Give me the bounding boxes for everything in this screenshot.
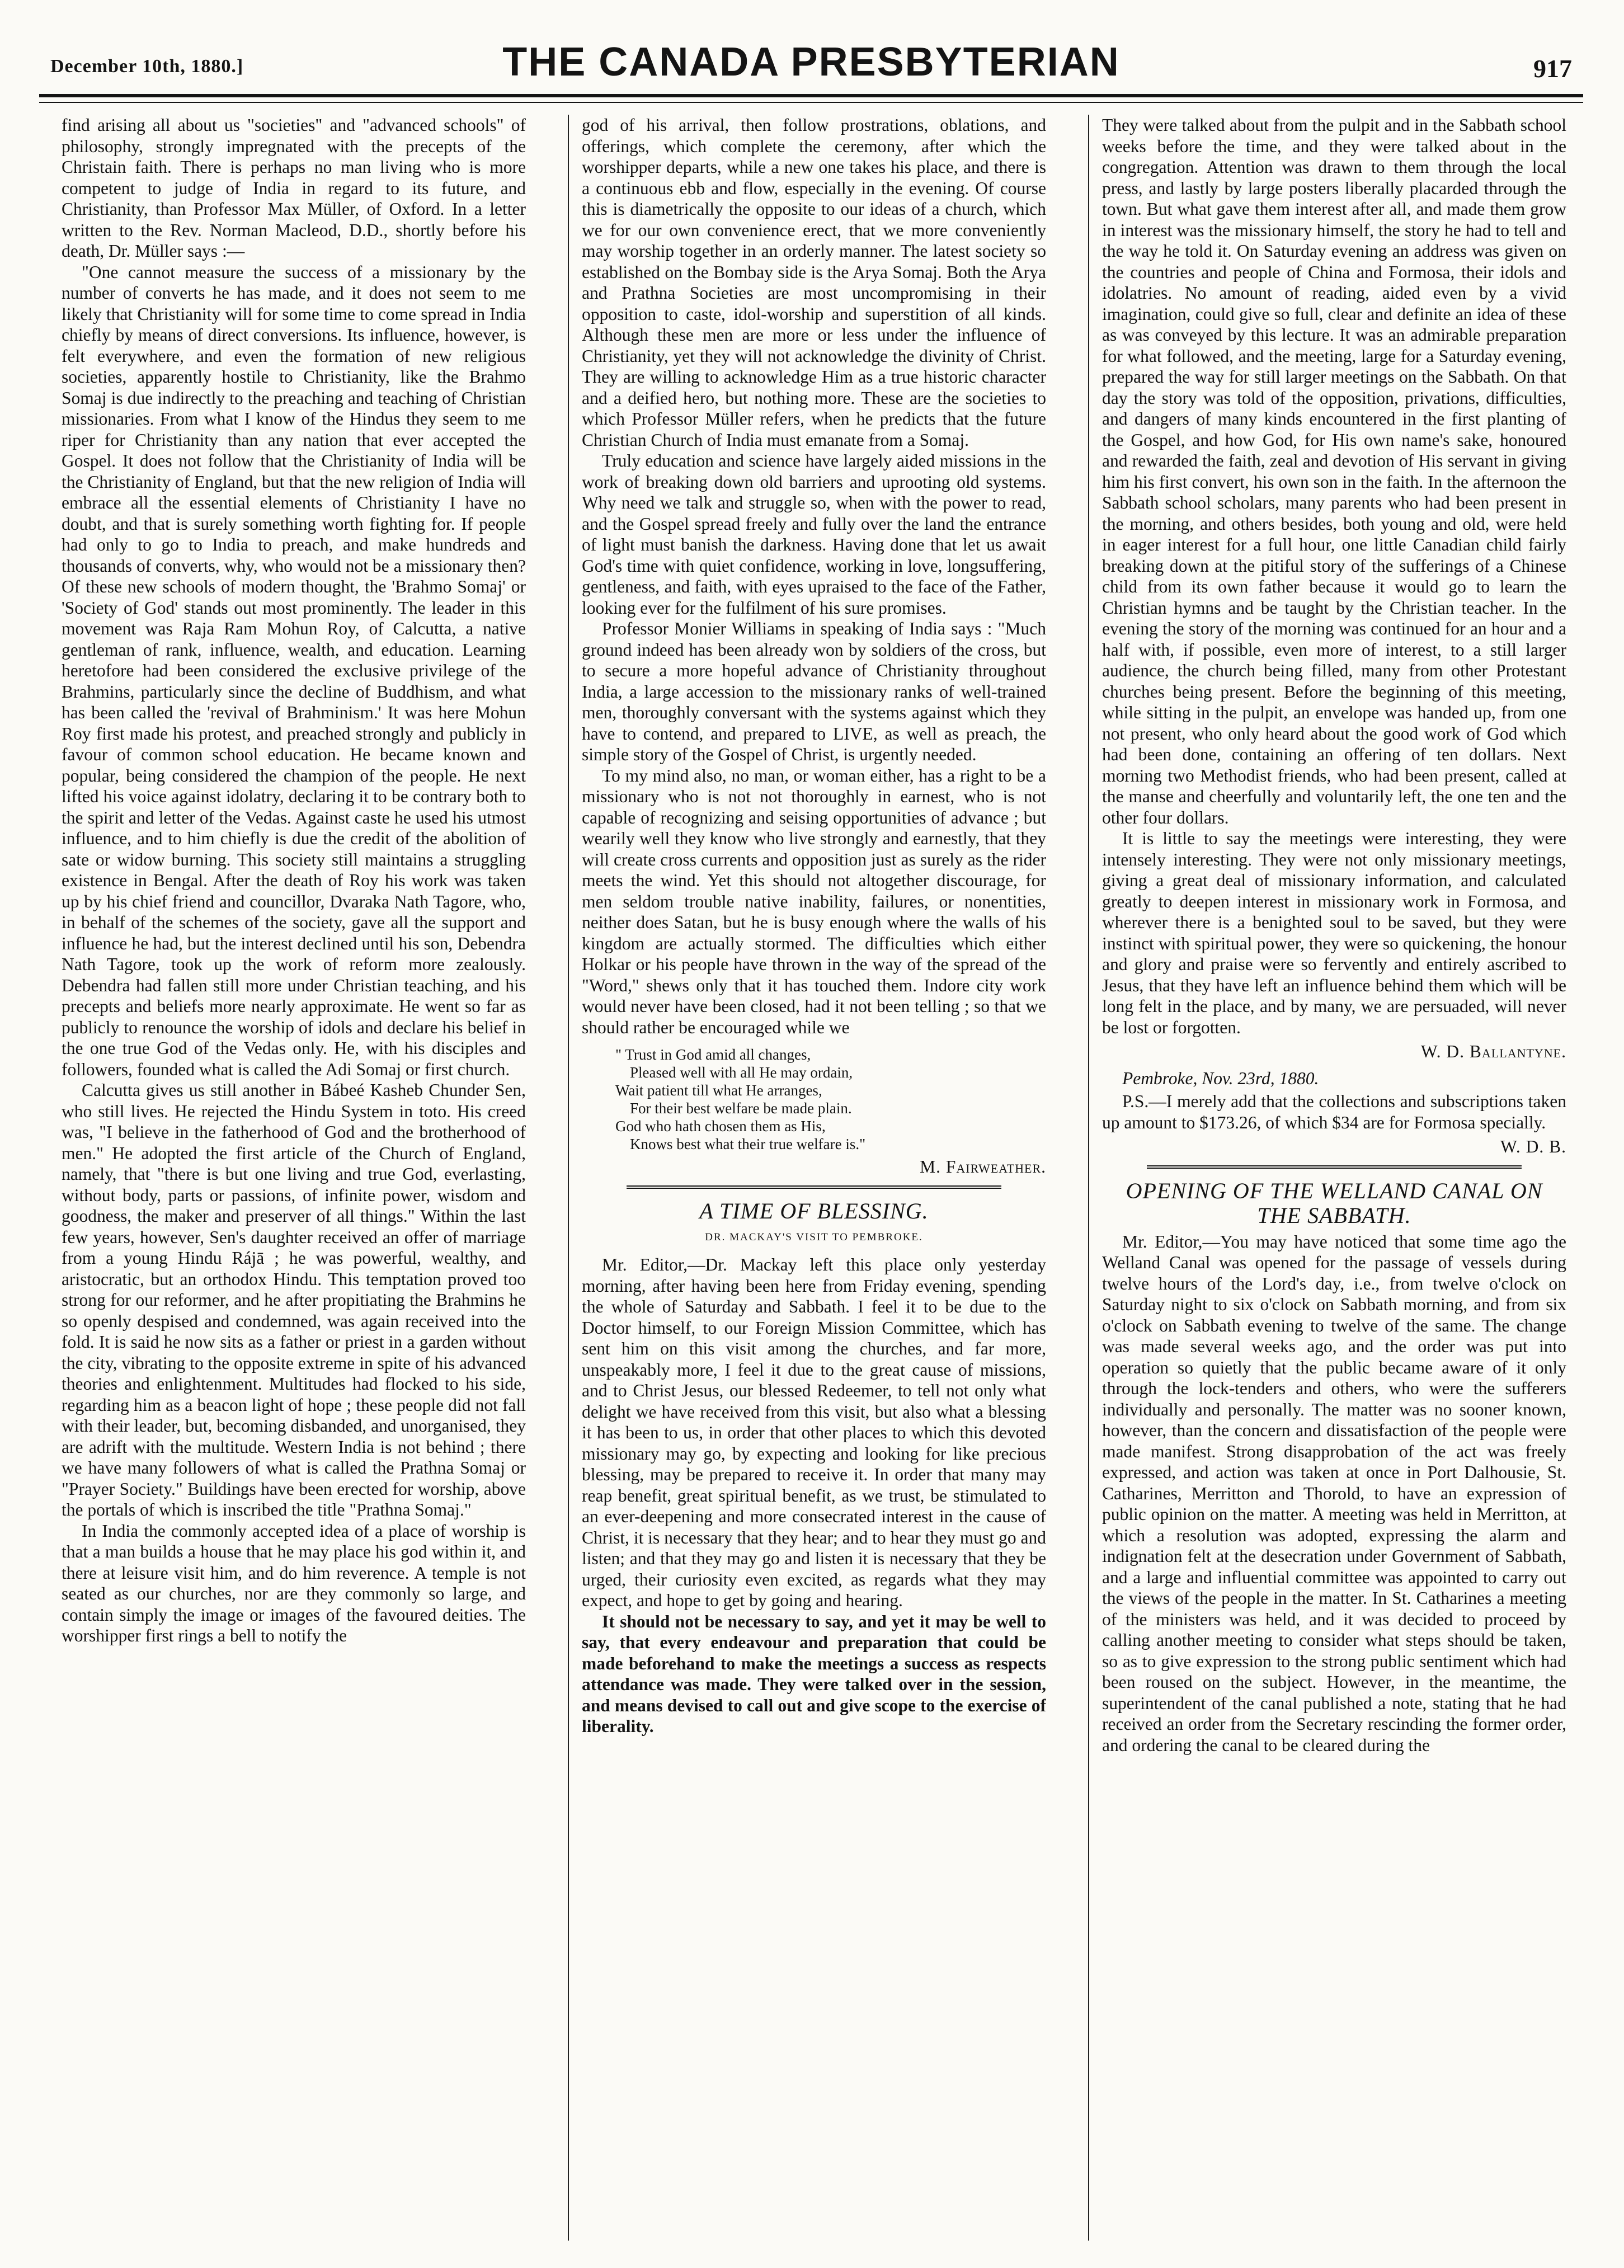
paragraph: It should not be necessary to say, and yet it may be well to say, that every endeavour and preparation that could be made beforehand to make the meetings a success as respects attendance was made. They were talked over in the session, and means devised to call out and give scope to the exercise of liberality. [582,1611,1046,1736]
verse-line: God who hath chosen them as His, [615,1118,826,1135]
article-subheading: DR. MACKAY'S VISIT TO PEMBROKE. [705,1231,923,1243]
masthead-rule-thin [39,102,1583,103]
verse-line: Pleased well with all He may ordain, [630,1064,853,1081]
dateline: Pembroke, Nov. 23rd, 1880. [1122,1068,1319,1088]
article-heading: A TIME OF BLESSING. [699,1198,929,1224]
section-rule [627,1185,1001,1189]
newspaper-title: THE CANADA PRESBYTERIAN [502,40,1120,84]
article-heading: OPENING OF THE WELLAND CANAL ON THE SABBATH. [1126,1178,1543,1228]
paragraph: Calcutta gives us still another in Bábeé Kasheb Chunder Sen, who still lives. He rejected the Hindu System in toto. His creed was, "I believe in the fatherhood of God and the brotherhood of men." He adopted the first article of the Church of England, namely, that "there is but one living and true God, everlasting, without body, parts or passions, of infinite power, wisdom and goodness, the maker and preserver of all things." Within the last few years, however, Sen's daughter received an offer of marriage from a young Hindu Rájā ; he was powerful, wealthy, and aristocratic, but an orthodox Hindu. This temptation proved too strong for our reformer, and he after propitiating the Brahmins he so openly despised and condemned, was again received into the fold. It is said he now sits as a father or priest in a garden without the city, vibrating to the opposite extreme in spite of his advanced theories and enlightenment. Multitudes had flocked to his side, regarding him as a beacon light of hope ; these people did not fall with their leader, but, becoming disbanded, and unorganised, they are adrift with the multitude. Western India is not behind ; there we have many followers of what is called the Prathna Somaj or "Prayer Society." Buildings have been erected for worship, above the portals of which is inscribed the title "Prathna Somaj." [62,1080,526,1519]
signature-initials: W. D. B. [1500,1137,1566,1156]
paragraph: Mr. Editor,—You may have noticed that some time ago the Welland Canal was opened for the passage of vessels during twelve hours of the Lord's day, i.e., from twelve o'clock on Saturday night to six o'clock on Sabbath morning, and from six o'clock on Sabbath evening to twelve of the same. The change was made several weeks ago, and the order was put into operation so quietly that the public became aware of it only through the lock-tenders and others, who were the sufferers individually and personally. The matter was no sooner known, however, than the concern and dissatisfaction of the people were made manifest. Strong disapprobation of the act was freely expressed, and action was taken at once in Port Dalhousie, St. Catharines, Merritton and Thorold, to have an expression of public opinion on the matter. A meeting was held in Merritton, at which a resolution was adopted, expressing the alarm and indignation felt at the desecration under Government of Sabbath, and a large and influential committee was appointed to carry out the views of the people in the matter. In St. Catharines a meeting of the ministers was held, and it was decided to proceed by calling another meeting to consider what steps should be taken, so as to give expression to the strong public sentiment which had been roused on the subject. However, in the meantime, the superintendent of the canal published a note, stating that he had received an order from the Secretary rescinding the former order, and ordering the canal to be cleared during the [1102,1231,1566,1755]
column-divider [568,115,569,2241]
postscript-block [1102,1091,1566,1133]
verse-line: " Trust in God amid all changes, [615,1046,811,1063]
masthead-rule-thick [39,94,1583,97]
quoted-letter: "One cannot measure the success of a missionary by the number of converts he has made, and it does not seem to me likely that Christianity will for some time to come spread in India chiefly by means of direct conversions. Its influence, however, is felt everywhere, and even the formation of new religious societies, apparently hostile to Christianity, like the Brahmo Somaj is due indirectly to the preaching and teaching of Christian missionaries. From what I know of the Hindus they seem to me riper for Christianity than any nation that ever accepted the Gospel. It does not follow that the Christianity of India will be the Christianity of England, but that the new religion of India will embrace all the essential elements of Christianity I have no doubt, and that is surely something worth fighting for. If people had only to go to India to preach, and make hundreds and thousands of converts, why, who would not be a missionary then? Of these new schools of modern thought, the 'Brahmo Somaj' or 'Society of God' stands out most prominently. The leader in this movement was Raja Ram Mohun Roy, of Calcutta, a native gentleman of rank, influence, wealth, and education. Learning heretofore had been considered the exclusive privilege of the Brahmins, particularly since the decline of Buddhism, and what has been called the 'revival of Brahminism.' It was here Mohun Roy first made his protest, and preached strongly and publicly in favour of common school education. He became known and popular, being considered the champion of the people. He next lifted his voice against idolatry, declaring it to be contrary both to the spirit and letter of the Vedas. Against caste he used his utmost influence, and to him chiefly is due the credit of the abolition of sate or widow burning. This society still maintains a struggling existence in Bengal. After the death of Roy his work was taken up by his chief friend and councillor, Dvaraka Nath Tagore, who, in behalf of the schemes of the society, gave all the support and influence he had, but the interest declined until his son, Debendra Nath Tagore, took up the work of reform more zealously. Debendra had fallen still more under Christian teaching, and his precepts and beliefs more nearly approximate. He went so far as publicly to renounce the worship of idols and declare his belief in the one true God of the Vedas only. He, with his disciples and followers, founded what is called the Adi Somaj or first church. [62,262,526,1079]
paragraph: It is little to say the meetings were interesting, they were intensely interesting. They were not only missionary meetings, giving a great deal of missionary information, and calculated greatly to deepen interest in missionary work in Formosa, and wherever there is a benighted soul to be saved, but they were instinct with spiritual power, they were so quickening, the honour and glory and praise were so fervently and entirely ascribed to Jesus, that they have left an influence behind them which will be long felt in the place, and by many, we are persuaded, will never be lost or forgotten. [1102,829,1566,1037]
postscript: P.S.—I merely add that the collections and subscriptions taken up amount to $173.26, of which $34 are for Formosa specially. [1102,1091,1566,1132]
signature: W. D. Ballantyne. [1420,1042,1566,1061]
column-1 [62,115,526,2246]
issue-date: December 10th, 1880.] [50,56,244,77]
column-divider [1088,115,1089,2241]
verse-line: Knows best what their true welfare is." [630,1136,866,1152]
verse-line: Wait patient till what He arranges, [615,1082,822,1099]
signature: M. Fairweather. [920,1157,1046,1177]
paragraph: In India the commonly accepted idea of a place of worship is that a man builds a house that he may place his god within it, and there at leisure visit him, and do him reverence. A temple is not seated as our churches, nor are they commonly so large, and contain simply the image or images of the favoured deities. The worshipper first rings a bell to notify the [62,1521,526,1645]
hymn-verse [615,1046,1046,1153]
section-rule [1147,1165,1522,1169]
paragraph: To my mind also, no man, or woman either, has a right to be a missionary who is not not thoroughly in earnest, who is not capable of recognizing and seising opportunities of advance ; but wearily well they know who live strongly and earnestly, that they will create cross currents and opposition just as surely as the rider meets the wind. Yet this should not altogether discourage, for men seldom trouble native inability, failures, or nonentities, neither does Satan, but he is busy enough where the walls of his kingdom are actually stormed. The difficulties which either Holkar or his people have thrown in the way of the spread of the "Word," shews only that it has touched them. Indore city work would never have been closed, had it not been telling ; so that we should rather be encouraged while we [582,765,1046,1037]
masthead [39,39,1583,101]
paragraph: Professor Monier Williams in speaking of India says : "Much ground indeed has been already won by soldiers of the cross, but to secure a more hopeful advance of Christianity throughout India, a large accession to the missionary ranks of well-trained men, thoroughly conversant with the systems against which they have to contend, and prepared to LIVE, as well as preach, the simple story of the Gospel of Christ, is urgently needed. [582,619,1046,764]
paragraph: They were talked about from the pulpit and in the Sabbath school weeks before the time, and they were talked about in the congregation. Attention was drawn to them through the local press, and lastly by large posters liberally placarded through the town. But what gave them interest after all, and made them grow in interest was the missionary himself, the story he had to tell and the way he told it. On Saturday evening an address was given on the countries and people of China and Formosa, their idols and idolatries. No amount of reading, aided even by a vivid imagination, could give so full, clear and definite an idea of these as was conveyed by this lecture. It was an admirable preparation for what followed, and the meeting, large for a Saturday evening, prepared the way for still larger meetings on the Sabbath. On that day the story was told of the opposition, privations, difficulties, and dangers of many kinds encountered in the first planting of the Gospel, and how God, for His own name's sake, honoured and rewarded the faith, zeal and devotion of His servant in giving him his first convert, his own son in the faith. In the afternoon the Sabbath school scholars, many parents who had been present in the morning, and others besides, both young and old, were held in eager interest for a full hour, one little Canadian child fairly breaking down at the pitiful story of the sufferings of a Chinese child from its own father because it would go to learn the Christian hymns and be taught by the Christian teacher. In the evening the story of the morning was continued for an hour and a half with, if possible, even more of interest, to a still larger audience, the church being filled, many from other Protestant churches being present. Before the beginning of this meeting, while sitting in the pulpit, an envelope was handed up, from one not present, who only heard about the good work of God which had been done, containing an offering of ten dollars. Next morning two Methodist friends, who had been present, called at the manse and cheerfully and voluntarily left, the one ten and the other four dollars. [1102,115,1566,827]
page-number: 917 [1533,54,1572,83]
paragraph: Truly education and science have largely aided missions in the work of breaking down old barriers and uprooting old systems. Why need we talk and struggle so, when with the power to read, and the Gospel spread freely and fully over the land the entrance of light must banish the darkness. Having done that let us await God's time with quiet confidence, working in love, longsuffering, gentleness, and faith, with eyes upraised to the face of the Father, looking ever for the fulfilment of his sure promises. [582,451,1046,618]
paragraph: Mr. Editor,—Dr. Mackay left this place only yesterday morning, after having been here from Friday evening, spending the whole of Saturday and Sabbath. I feel it to be due to the Doctor himself, to our Foreign Mission Committee, which has sent him on this visit among the churches, and far more, unspeakably more, I feel it due to the great cause of missions, and to Christ Jesus, our blessed Redeemer, to tell not only what delight we have received from this visit, but also what a blessing it has been to us, in order that other places to which this devoted missionary may go, by expecting and looking for like precious blessing, may be prepared to receive it. In order that many may reap benefit, great spiritual benefit, as we trust, be stimulated to an ever-deepening and more consecrated interest in the cause of Christ, it is necessary that they hear; and to hear they must go and listen; and that they may go and listen it is necessary that they be urged, their curiosity even excited, as regards what they may expect, and hope to get by going and hearing. [582,1255,1046,1610]
column-3 [1102,115,1566,2246]
paragraph: find arising all about us "societies" and "advanced schools" of philosophy, strongly impregnated with the precepts of the Christain faith. There is perhaps no man living who is more competent to judge of India in regard to its future, and Christianity, than Professor Max Müller, of Oxford. In a letter written to the Rev. Norman Macleod, D.D., shortly before his death, Dr. Müller says :— [62,115,526,261]
verse-line: For their best welfare be made plain. [630,1100,852,1117]
column-2 [582,115,1046,2246]
paragraph: god of his arrival, then follow prostrations, oblations, and offerings, which complete the ceremony, after which the worshipper departs, while a new one takes his place, and there is a continuous ebb and flow, especially in the evening. Of course this is diametrically the opposite to our ideas of a church, which we for our own convenience erect, that we more conveniently may worship together in an orderly manner. The latest society so established on the Bombay side is the Arya Somaj. Both the Arya and Prathna Societies are most uncompromising in their opposition to caste, idol-worship and superstition of all kinds. Although these men are more or less under the influence of Christianity, yet they will not acknowledge the divinity of Christ. They are willing to acknowledge Him as a true historic character and a deified hero, but nothing more. These are the societies to which Professor Müller refers, when he predicts that the future Christian Church of India must emanate from a Somaj. [582,115,1046,450]
